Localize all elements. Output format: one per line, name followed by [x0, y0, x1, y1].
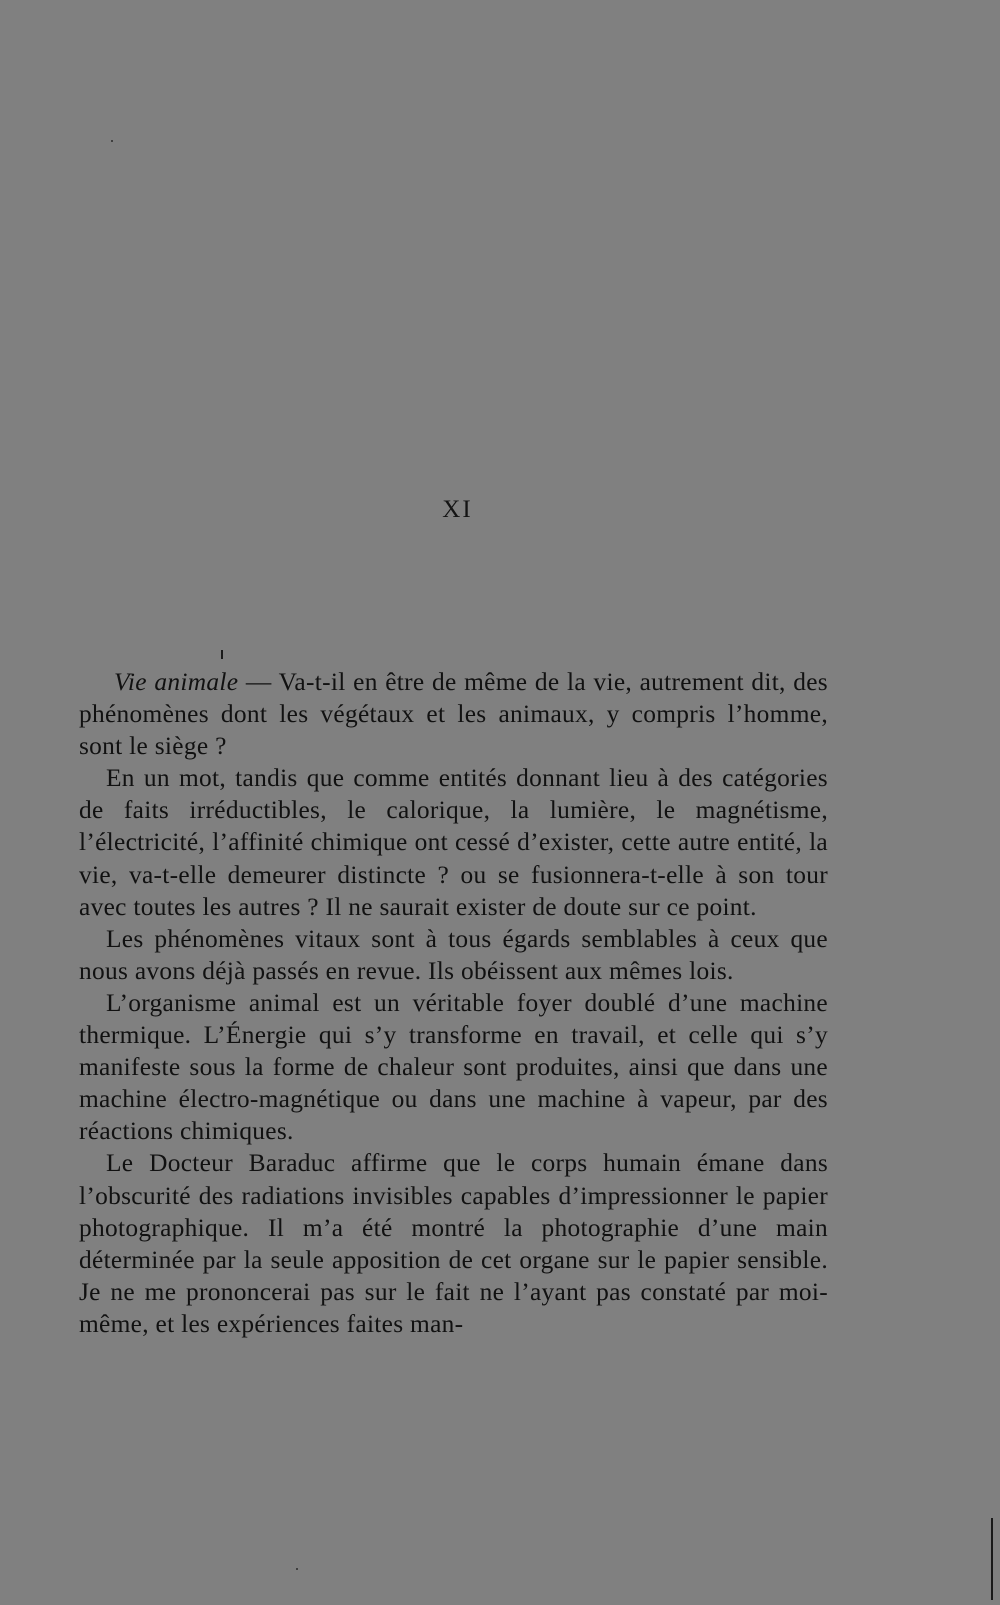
stray-ink-mark: [221, 650, 223, 659]
section-lead-in: Vie animale: [114, 668, 239, 696]
speck-mark: [111, 140, 113, 142]
chapter-number: XI: [442, 496, 473, 523]
page-edge-line: [991, 1518, 993, 1600]
paragraph-4: L’organisme animal est un véritable foyer doublé d’une machine thermique. L’Énergie qui s’y transforme en travail, et celle qui s’y manifeste sous la forme de chaleur sont produites, ainsi que dans une machine électro-magnétique ou dans une machine à vapeur, par des réactions chimiques.: [79, 988, 828, 1146]
paragraph-5: Le Docteur Baraduc affirme que le corps humain émane dans l’obscurité des radiations invisibles capables d’impressionner le papier photographique. Il m’a été montré la photographie d’une main déterminée par la seule apposition de cet organe sur le papier sensible. Je ne me prononcerai pas sur le fait ne l’ayant pas constaté par moi-même, et les expériences faites man-: [79, 1149, 828, 1338]
paragraph-3: Les phénomènes vitaux sont à tous égards semblables à ceux que nous avons déjà passés en revue. Ils obéissent aux mêmes lois.: [79, 924, 828, 985]
paragraph-2: En un mot, tandis que comme entités donnant lieu à des catégories de faits irréductibles, le calorique, la lumière, le magnétisme, l’électricité, l’affinité chimique ont cessé d’exister, cette autre entité, la vie, va-t-elle demeurer distincte ? ou se fusionnera-t-elle à son tour avec toutes les autres ? Il ne saurait exister de doute sur ce point.: [79, 764, 828, 921]
paragraph-1: [79, 666, 828, 762]
body-text: [79, 666, 828, 1340]
paragraph-text: — Va-t-il en être de même de la vie, autrement dit, des phénomènes dont les végétaux et les animaux, y compris l’homme, sont le siège ?: [79, 668, 828, 761]
speck-mark: [296, 1568, 298, 1570]
